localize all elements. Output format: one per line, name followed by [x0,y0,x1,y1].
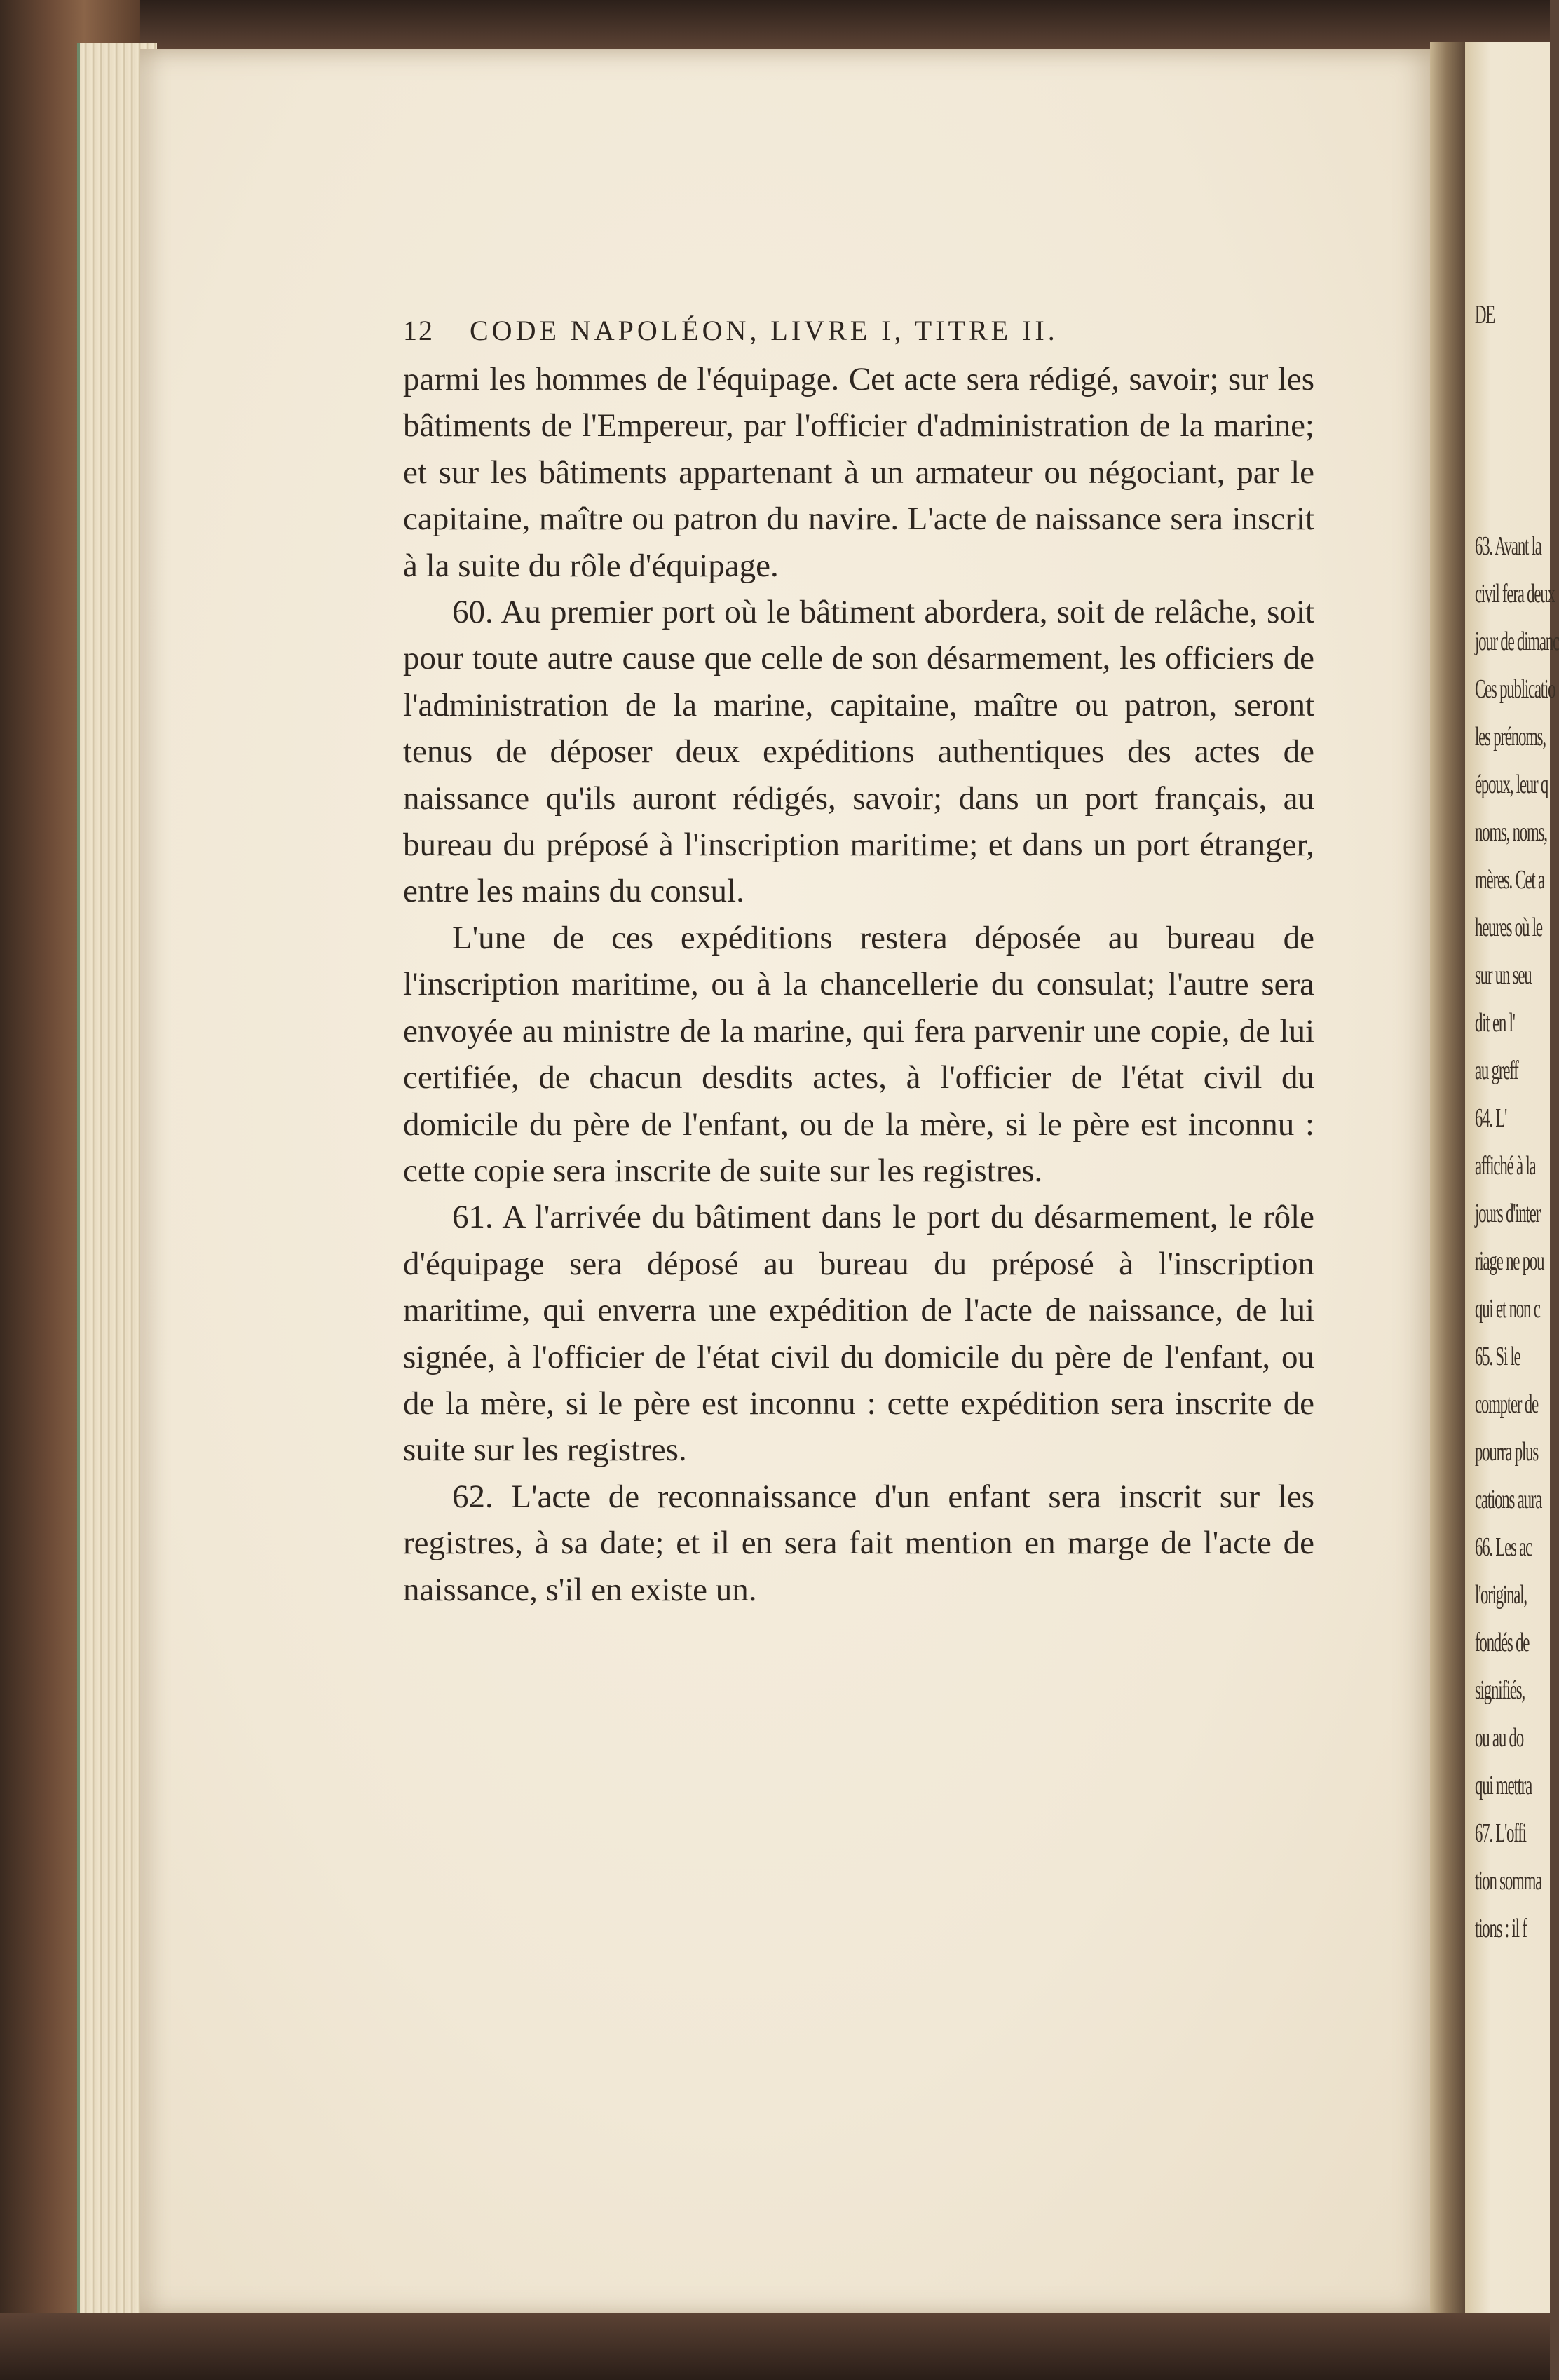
facing-page-line: tion somma [1475,1866,1542,1896]
facing-page-line: l'original, [1475,1580,1527,1610]
running-title: CODE NAPOLÉON, LIVRE I, TITRE II. [470,315,1058,346]
facing-page-line: Ces publicatio [1475,674,1555,704]
article-62: 62. L'acte de reconnaissance d'un enfant sera inscrit sur les registres, à sa date; et il en sera fait mention en marge de l'acte de naissance, s'il en existe un. [403,1478,1314,1608]
facing-page-line: au greff [1475,1056,1518,1085]
facing-page-line: époux, leur q [1475,770,1548,799]
facing-page-line: heures où le [1475,913,1542,942]
running-head [403,314,1314,356]
facing-page-line: 66. Les ac [1475,1532,1532,1562]
article-61: 61. A l'arrivée du bâtiment dans le port du désarmement, le rôle d'équipage sera déposé au bureau du préposé à l'inscription maritime, qui enverra une expédition de l'acte de naissance, de lui signée, à l'officier de l'état civil du domicile du père de l'enfant, ou de la mère, si le père est inconnu : cette expédition sera inscrite de suite sur les registres. [403,1199,1314,1469]
facing-page-line: fondés de [1475,1628,1530,1657]
facing-page-line: compter de [1475,1389,1538,1419]
facing-page-line: sur un seu [1475,960,1532,990]
facing-page-line: noms, noms, [1475,817,1547,847]
body-text [403,356,1314,1613]
facing-page-edge [1465,42,1559,2320]
facing-page-line: qui et non c [1475,1294,1540,1324]
paragraph-continuation: parmi les hommes de l'équipage. Cet acte sera rédigé, savoir; sur les bâtiments de l'Empereur, par l'officier d'administration de la marine; et sur les bâtiments appartenant à un armateur ou négociant, par le capitaine, maître ou patron du navire. L'acte de naissance sera inscrit à la suite du rôle d'équipage. [403,361,1314,584]
facing-page-line: 64. L' [1475,1103,1507,1133]
facing-page-line: 65. Si le [1475,1342,1520,1371]
facing-page-line: cations aura [1475,1485,1542,1514]
facing-page-line: civil fera deux [1475,579,1555,608]
facing-page-line: dit en l' [1475,1008,1515,1038]
book-cover-bottom [0,2313,1550,2380]
article-60: 60. Au premier port où le bâtiment abordera, soit de relâche, soit pour toute autre cause que celle de son désarmement, les officiers de l'administration de la marine, capitaine, maître ou patron, seront tenus de déposer deux expéditions authentiques des actes de naissance qu'ils auront rédigés, savoir; dans un port français, au bureau du préposé à l'inscription maritime; et dans un port étranger, entre les mains du consul. [403,594,1314,910]
facing-page-line: riage ne pou [1475,1246,1544,1276]
page-number: 12 [403,315,434,346]
facing-page-line: mères. Cet a [1475,865,1544,895]
book-cover-top [0,0,1550,49]
facing-page-line: DE [1475,300,1495,329]
facing-page-line: qui mettra [1475,1771,1532,1800]
facing-page-line: tions : il f [1475,1914,1527,1943]
article-60-continued: L'une de ces expéditions restera déposée au bureau de l'inscription maritime, ou à la chancellerie du consulat; l'autre sera envoyée au ministre de la marine, qui fera parvenir une copie, de lui certifiée, de chacun desdits actes, à l'officier de l'état civil du domicile du père de l'enfant, ou de la mère, si le père est inconnu : cette copie sera inscrite de suite sur les registres. [403,919,1314,1189]
facing-page-line: 63. Avant la [1475,531,1541,561]
facing-page-line: les prénoms, [1475,722,1546,752]
facing-page-line: jours d'inter [1475,1199,1540,1228]
facing-page-line: ou au do [1475,1723,1523,1753]
facing-page-line: 67. L'offi [1475,1818,1526,1848]
facing-page-line: jour de dimanc [1475,627,1559,656]
facing-page-line: affiché à la [1475,1151,1536,1181]
text-block [403,314,1314,1613]
facing-page-line: signifiés, [1475,1675,1525,1705]
facing-page-line: pourra plus [1475,1437,1539,1467]
